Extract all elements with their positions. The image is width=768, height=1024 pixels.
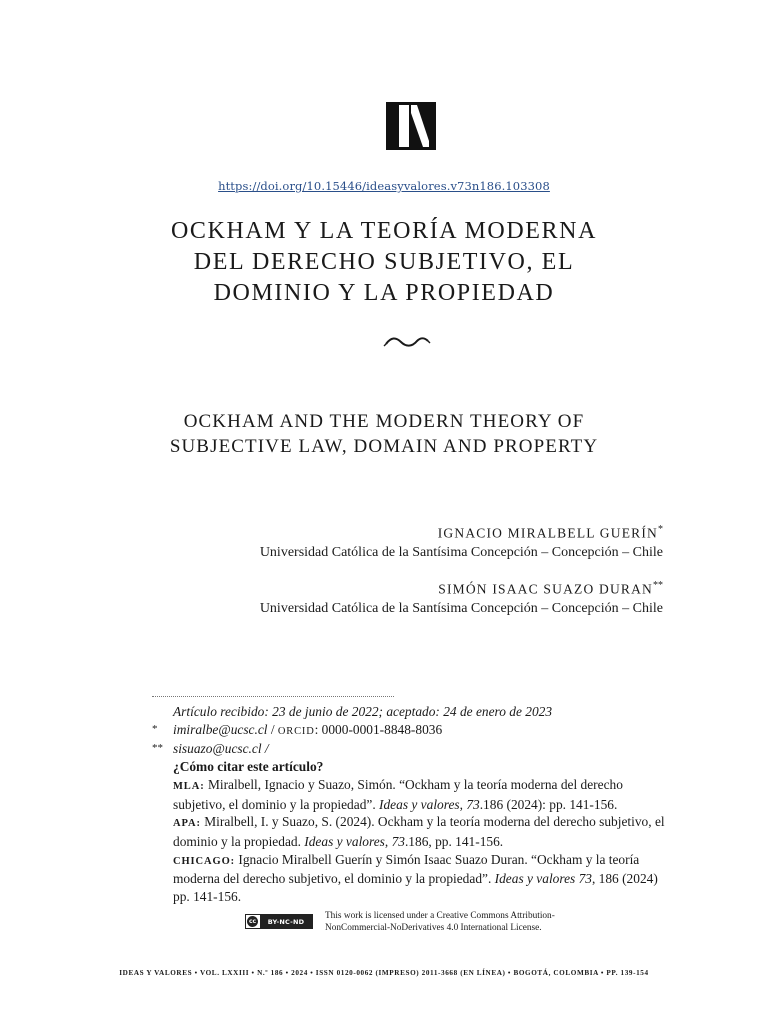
citation-volume: 73	[391, 833, 405, 849]
citation-text: Miralbell, Ignacio y Suazo, Simón. “Ockham y la teoría moderna del derecho subjetivo, el dominio y la propiedad”.	[173, 776, 623, 812]
citation-label: CHICAGO:	[173, 855, 236, 867]
citation-label: APA:	[173, 818, 201, 830]
journal-logo	[383, 99, 439, 153]
citation-apa	[173, 813, 665, 850]
title-english-line: SUBJECTIVE LAW, DOMAIN AND PROPERTY	[169, 436, 599, 457]
citation-label: MLA:	[173, 780, 205, 792]
ornament-divider-icon	[383, 333, 431, 351]
cite-heading: ¿Cómo citar este artículo?	[173, 759, 324, 775]
footnote-divider	[152, 696, 394, 697]
footnote-mark: **	[152, 742, 163, 755]
citation-text: .186 (2024): pp. 141-156.	[479, 796, 618, 812]
contact-line	[152, 740, 665, 758]
title-spanish-line: OCKHAM Y LA TEORÍA MODERNA	[170, 218, 598, 244]
citation-chicago	[173, 851, 665, 906]
author-affiliation: Universidad Católica de la Santísima Concepción – Concepción – Chile	[259, 544, 663, 560]
article-dates: Artículo recibido: 23 de junio de 2022; aceptado: 24 de enero de 2023	[173, 704, 553, 719]
title-spanish-line: DEL DERECHO SUBJETIVO, EL	[193, 249, 575, 275]
title-spanish-line: DOMINIO Y LA PROPIEDAD	[213, 280, 555, 306]
citation-mla	[173, 776, 665, 813]
article-metadata	[152, 703, 665, 906]
doi-link[interactable]: https://doi.org/10.15446/ideasyvalores.v73n186.103308	[218, 179, 550, 193]
author-name	[260, 580, 663, 598]
citation-text: ,	[384, 833, 392, 849]
author-name	[260, 524, 663, 542]
author-email[interactable]: imiralbe@ucsc.cl	[173, 721, 268, 737]
author-affiliation: Universidad Católica de la Santísima Concepción – Concepción – Chile	[259, 600, 663, 616]
citation-text: Ignacio Miralbell Guerín y Simón Isaac Suazo Duran. “Ockham y la teoría moderna del derecho subjetivo, el dominio y la propiedad”.	[173, 851, 640, 887]
author-name-text: SIMÓN ISAAC SUAZO DURAN	[438, 581, 653, 597]
citation-journal: Ideas y valores 73	[494, 871, 592, 887]
author-email[interactable]: sisuazo@ucsc.cl /	[173, 741, 269, 757]
separator: /	[267, 721, 278, 737]
citation-volume: 73	[466, 796, 480, 812]
orcid-label: ORCID	[277, 725, 315, 737]
author-block	[260, 524, 663, 561]
citation-text: .186, pp. 141-156.	[404, 833, 504, 849]
license-block	[245, 910, 585, 936]
title-spanish	[60, 216, 708, 309]
title-english	[60, 409, 708, 459]
author-name-text: IGNACIO MIRALBELL GUERÍN	[437, 525, 658, 541]
title-english-line: OCKHAM AND THE MODERN THEORY OF	[183, 411, 585, 432]
license-text: This work is licensed under a Creative Commons Attribution-NonCommercial-NoDerivatives 4.0 International License.	[325, 911, 555, 933]
citation-text: Miralbell, I. y Suazo, S. (2024). Ockham y la teoría moderna del derecho subjetivo, el dominio y la propiedad.	[173, 814, 665, 849]
footnote-mark: *	[152, 722, 158, 735]
cc-icon: cc	[248, 918, 257, 925]
citation-journal: Ideas y valores	[379, 796, 460, 812]
cc-badge-label: BY-NC-ND	[260, 915, 312, 928]
citation-journal: Ideas y valores	[304, 833, 385, 849]
author-block	[260, 580, 663, 617]
page-footer: IDEAS Y VALORES • VOL. LXXIII • N.º 186 • 2024 • ISSN 0120-0062 (IMPRESO) 2011-3668 (EN LÍNEA) • BOGOTÁ, COLOMBIA • PP. 139-154	[119, 969, 649, 977]
citation-text: ,	[459, 796, 467, 812]
orcid-id[interactable]: : 0000-0001-8848-8036	[314, 721, 443, 737]
footnote-mark: *	[658, 524, 663, 535]
footnote-mark: **	[653, 580, 663, 591]
citation-text: , 186 (2024) pp. 141-156.	[173, 871, 658, 905]
contact-line	[152, 721, 665, 741]
cc-license-badge[interactable]	[245, 914, 313, 929]
